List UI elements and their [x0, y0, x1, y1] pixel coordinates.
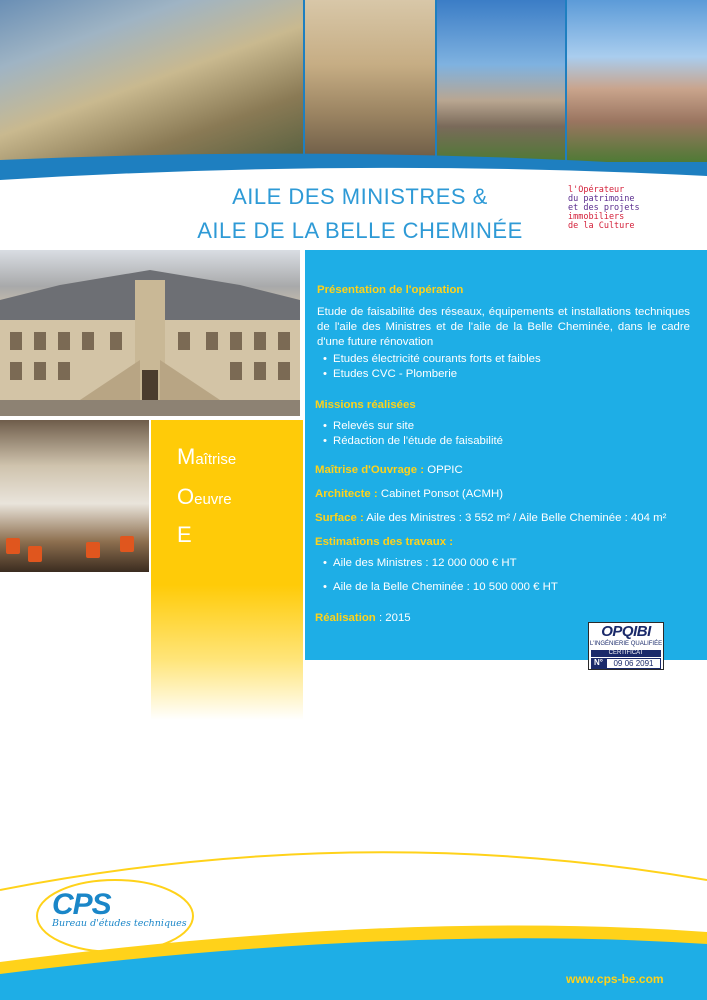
header-wave: [0, 150, 707, 180]
architecte-value: Cabinet Ponsot (ACMH): [380, 488, 504, 500]
presentation-heading: Présentation de l'opération: [317, 284, 464, 296]
info-panel: [305, 250, 707, 660]
surface-label: Surface :: [315, 512, 364, 524]
maitrise-ouvrage-row: [315, 463, 690, 478]
page-title-line2: AILE DE LA BELLE CHEMINÉE: [197, 218, 523, 243]
chair-shape: [28, 546, 42, 562]
oppic-logo-line: et des projets: [568, 203, 640, 213]
chair-shape: [6, 538, 20, 554]
list-item: • Aile des Ministres : 12 000 000 € HT: [323, 556, 690, 571]
interior-hall-photo: [0, 420, 149, 572]
missions-list: [315, 419, 690, 449]
list-item: • Relevés sur site: [323, 419, 690, 434]
opqibi-number-label: N°: [591, 658, 606, 669]
castle-main-photo: [0, 250, 300, 416]
estimations-heading: Estimations des travaux :: [315, 536, 454, 548]
chair-shape: [120, 536, 134, 552]
realisation-value: : 2015: [378, 612, 411, 624]
opqibi-logo: OPQIBI: [601, 623, 651, 640]
castle-wing-photo: [567, 0, 707, 162]
oppic-logo-line: l'Opérateur: [568, 185, 625, 195]
castle-facade-photo: [437, 0, 565, 162]
vaulted-gallery-photo: [305, 0, 435, 162]
list-item: • Etudes électricité courants forts et faibles: [323, 352, 690, 367]
moe-oeuvre: [177, 484, 232, 510]
moe-o-initial: O: [177, 484, 195, 509]
chair-shape: [86, 542, 100, 558]
moe-m-initial: M: [177, 444, 196, 469]
opqibi-number: [591, 658, 661, 669]
list-item: • Aile de la Belle Cheminée : 10 500 000 € HT: [323, 580, 690, 595]
missions-heading: Missions réalisées: [315, 399, 416, 411]
aerial-castle-photo: [0, 0, 303, 162]
opqibi-subtitle: L'INGÉNIERIE QUALIFIÉE: [589, 641, 663, 647]
maitrise-ouvrage-label: Maîtrise d'Ouvrage :: [315, 464, 425, 476]
architecte-label: Architecte :: [315, 488, 378, 500]
architecte-row: [315, 487, 690, 502]
page-title-line1: AILE DES MINISTRES &: [232, 184, 488, 209]
oppic-logo-line: immobiliers: [568, 212, 625, 222]
maitrise-ouvrage-value: OPPIC: [427, 464, 463, 476]
estimations-list: [315, 556, 690, 595]
oppic-logo-line: de la Culture: [568, 221, 635, 231]
opqibi-certificate-label: CERTIFICAT: [591, 650, 661, 657]
moe-column: [151, 420, 303, 720]
moe-maitrise: [177, 444, 236, 470]
castle-facade-illustration: [0, 250, 300, 416]
presentation-text: Etude de faisabilité des réseaux, équipements et installations techniques de l'aile des Ministres et de l'aile de la Belle Cheminée, dans le cadre d'une future rénovation: [317, 306, 690, 348]
moe-e-initial: E: [177, 522, 192, 547]
opqibi-badge: [588, 622, 664, 670]
realisation-label: Réalisation: [315, 612, 376, 624]
presentation-list: [315, 352, 690, 382]
moe-m-rest: aîtrise: [195, 451, 237, 468]
oppic-logo: [568, 186, 668, 231]
cps-logo: CPS: [52, 888, 111, 921]
moe-e: [177, 522, 192, 548]
surface-value: Aile des Ministres : 3 552 m² / Aile Belle Cheminée : 404 m²: [366, 512, 667, 524]
list-item: • Rédaction de l'étude de faisabilité: [323, 434, 690, 449]
list-item: • Etudes CVC - Plomberie: [323, 367, 690, 382]
oppic-logo-line: du patrimoine: [568, 194, 635, 204]
top-photo-strip: [0, 0, 707, 180]
cps-tagline: Bureau d'études techniques: [52, 918, 187, 929]
surface-row: [315, 511, 690, 526]
opqibi-number-value: 09 06 2091: [606, 658, 661, 669]
website-link[interactable]: www.cps-be.com: [566, 972, 664, 986]
moe-o-rest: euvre: [194, 491, 232, 508]
